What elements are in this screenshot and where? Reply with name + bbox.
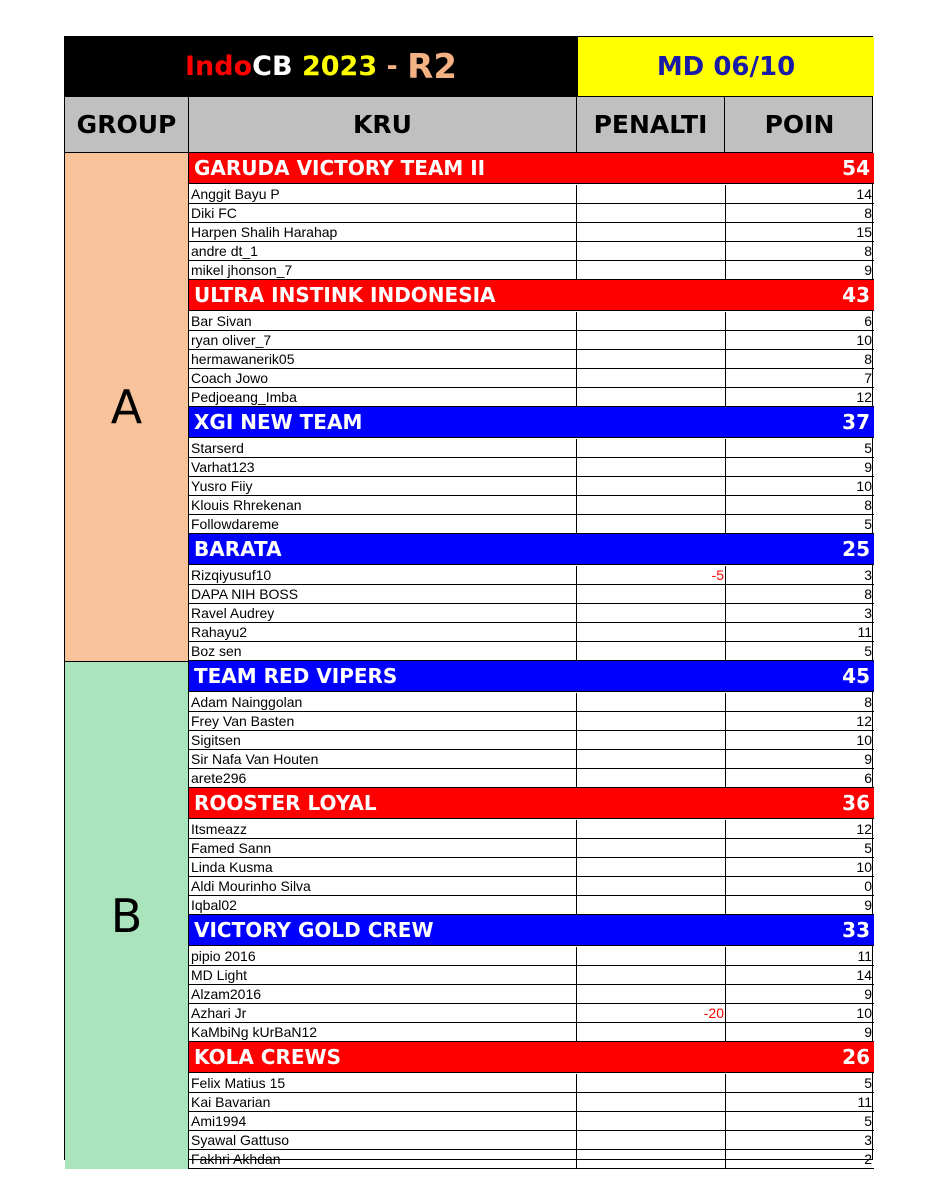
player-name: Itsmeazz bbox=[191, 821, 248, 837]
player-name: Syawal Gattuso bbox=[191, 1132, 290, 1148]
player-poin: 2 bbox=[864, 1151, 872, 1167]
player-name: Diki FC bbox=[191, 205, 237, 221]
player-name: Coach Jowo bbox=[191, 370, 269, 386]
penalti-cell bbox=[576, 947, 726, 965]
player-penalti: -5 bbox=[711, 567, 724, 583]
player-name: Frey Van Basten bbox=[191, 713, 295, 729]
team-name: VICTORY GOLD CREW bbox=[194, 918, 434, 942]
header-group: GROUP bbox=[65, 97, 189, 152]
team-total: 43 bbox=[842, 283, 870, 307]
player-row bbox=[189, 242, 874, 261]
penalti-cell bbox=[576, 439, 726, 457]
penalti-cell bbox=[576, 966, 726, 984]
player-name: Yusro Fiiy bbox=[191, 478, 253, 494]
player-row bbox=[189, 439, 874, 458]
player-poin: 9 bbox=[864, 459, 872, 475]
player-poin: 9 bbox=[864, 986, 872, 1002]
team-header-row bbox=[189, 1042, 874, 1073]
penalti-cell bbox=[576, 369, 726, 387]
player-row bbox=[189, 515, 874, 534]
player-name: Harpen Shalih Harahap bbox=[191, 224, 338, 240]
player-row bbox=[189, 623, 874, 642]
player-name: Alzam2016 bbox=[191, 986, 262, 1002]
player-name: Boz sen bbox=[191, 643, 242, 659]
team-name: ULTRA INSTINK INDONESIA bbox=[194, 283, 496, 307]
title-year: 2023 bbox=[301, 51, 378, 82]
player-poin: 5 bbox=[864, 516, 872, 532]
player-row bbox=[189, 642, 874, 661]
player-row bbox=[189, 496, 874, 515]
player-poin: 7 bbox=[864, 370, 872, 386]
team-total: 26 bbox=[842, 1045, 870, 1069]
player-poin: 3 bbox=[864, 605, 872, 621]
player-row bbox=[189, 458, 874, 477]
team-name: BARATA bbox=[194, 537, 282, 561]
team-name: TEAM RED VIPERS bbox=[194, 664, 398, 688]
team-total: 33 bbox=[842, 918, 870, 942]
player-row bbox=[189, 1093, 874, 1112]
player-row bbox=[189, 223, 874, 242]
team-total: 37 bbox=[842, 410, 870, 434]
penalti-cell bbox=[576, 515, 726, 533]
player-row bbox=[189, 896, 874, 915]
player-name: Ravel Audrey bbox=[191, 605, 275, 621]
player-name: mikel jhonson_7 bbox=[191, 262, 293, 278]
player-row bbox=[189, 331, 874, 350]
penalti-cell bbox=[576, 1004, 726, 1022]
player-name: Pedjoeang_Imba bbox=[191, 389, 297, 405]
team-name: ROOSTER LOYAL bbox=[194, 791, 377, 815]
title-dash: - bbox=[386, 51, 398, 82]
player-poin: 12 bbox=[856, 713, 872, 729]
player-poin: 11 bbox=[857, 1094, 872, 1110]
player-poin: 8 bbox=[864, 694, 872, 710]
penalti-cell bbox=[576, 750, 726, 768]
player-poin: 9 bbox=[864, 262, 872, 278]
penalti-cell bbox=[576, 604, 726, 622]
player-poin: 0 bbox=[864, 878, 872, 894]
player-poin: 11 bbox=[857, 624, 872, 640]
player-row bbox=[189, 877, 874, 896]
penalti-cell bbox=[576, 312, 726, 330]
penalti-cell bbox=[576, 769, 726, 787]
player-row bbox=[189, 369, 874, 388]
penalti-cell bbox=[576, 585, 726, 603]
player-poin: 8 bbox=[864, 586, 872, 602]
player-poin: 9 bbox=[864, 897, 872, 913]
player-row bbox=[189, 1023, 874, 1042]
player-row bbox=[189, 947, 874, 966]
player-name: arete296 bbox=[191, 770, 247, 786]
header-poin: POIN bbox=[764, 110, 835, 139]
player-poin: 10 bbox=[856, 732, 872, 748]
penalti-cell bbox=[576, 839, 726, 857]
penalti-cell bbox=[576, 896, 726, 914]
team-name: KOLA CREWS bbox=[194, 1045, 341, 1069]
player-row bbox=[189, 388, 874, 407]
penalti-cell bbox=[576, 242, 726, 260]
penalti-cell bbox=[576, 185, 726, 203]
player-poin: 10 bbox=[856, 1005, 872, 1021]
player-row bbox=[189, 477, 874, 496]
player-name: Adam Nainggolan bbox=[191, 694, 303, 710]
player-row bbox=[189, 585, 874, 604]
player-row bbox=[189, 858, 874, 877]
player-poin: 3 bbox=[864, 1132, 872, 1148]
player-row bbox=[189, 1074, 874, 1093]
penalti-cell bbox=[576, 712, 726, 730]
team-header-row bbox=[189, 153, 874, 184]
penalti-cell bbox=[576, 223, 726, 241]
player-poin: 15 bbox=[856, 224, 872, 240]
team-name: GARUDA VICTORY TEAM II bbox=[194, 156, 486, 180]
player-poin: 10 bbox=[856, 478, 872, 494]
penalti-cell bbox=[576, 350, 726, 368]
team-total: 54 bbox=[842, 156, 870, 180]
player-name: Linda Kusma bbox=[191, 859, 273, 875]
player-name: MD Light bbox=[191, 967, 248, 983]
player-row bbox=[189, 350, 874, 369]
player-poin: 8 bbox=[864, 205, 872, 221]
player-poin: 9 bbox=[864, 751, 872, 767]
event-title bbox=[65, 37, 577, 96]
player-row bbox=[189, 693, 874, 712]
player-row bbox=[189, 185, 874, 204]
player-row bbox=[189, 1112, 874, 1131]
column-header-row bbox=[65, 96, 872, 153]
matchday-label: MD 06/10 bbox=[577, 37, 874, 96]
player-poin: 14 bbox=[856, 186, 872, 202]
player-row bbox=[189, 566, 874, 585]
player-poin: 8 bbox=[864, 351, 872, 367]
team-header-row bbox=[189, 534, 874, 565]
penalti-cell bbox=[576, 496, 726, 514]
penalti-cell bbox=[576, 642, 726, 660]
player-poin: 14 bbox=[856, 967, 872, 983]
penalti-cell bbox=[576, 388, 726, 406]
player-poin: 10 bbox=[856, 859, 872, 875]
player-name: Aldi Mourinho Silva bbox=[191, 878, 311, 894]
player-row bbox=[189, 1131, 874, 1150]
player-row bbox=[189, 769, 874, 788]
player-row bbox=[189, 731, 874, 750]
team-header-row bbox=[189, 280, 874, 311]
player-poin: 12 bbox=[856, 821, 872, 837]
penalti-cell bbox=[576, 623, 726, 641]
player-name: Fakhri Akhdan bbox=[191, 1151, 281, 1167]
player-name: Sigitsen bbox=[191, 732, 241, 748]
penalti-cell bbox=[576, 477, 726, 495]
title-indo: Indo bbox=[185, 51, 253, 82]
team-header-row bbox=[189, 788, 874, 819]
team-header-row bbox=[189, 915, 874, 946]
penalti-cell bbox=[576, 877, 726, 895]
player-row bbox=[189, 1150, 874, 1169]
player-row bbox=[189, 204, 874, 223]
player-poin: 5 bbox=[864, 1113, 872, 1129]
player-name: Followdareme bbox=[191, 516, 279, 532]
group-label-cell: A bbox=[65, 153, 189, 661]
player-name: Rahayu2 bbox=[191, 624, 248, 640]
player-poin: 8 bbox=[864, 243, 872, 259]
player-name: Starserd bbox=[191, 440, 244, 456]
penalti-cell bbox=[576, 1131, 726, 1149]
penalti-cell bbox=[576, 731, 726, 749]
player-row bbox=[189, 312, 874, 331]
player-name: Bar Sivan bbox=[191, 313, 252, 329]
penalti-cell bbox=[576, 858, 726, 876]
player-poin: 11 bbox=[857, 948, 872, 964]
penalti-cell bbox=[576, 985, 726, 1003]
title-round: R2 bbox=[407, 46, 457, 87]
standings-sheet bbox=[64, 36, 873, 1167]
player-poin: 5 bbox=[864, 440, 872, 456]
team-header-row bbox=[189, 661, 874, 692]
penalti-cell bbox=[576, 566, 726, 584]
player-poin: 6 bbox=[864, 770, 872, 786]
player-name: Rizqiyusuf10 bbox=[191, 567, 272, 583]
team-name: XGI NEW TEAM bbox=[194, 410, 363, 434]
group-label-cell: B bbox=[65, 661, 189, 1169]
player-name: KaMbiNg kUrBaN12 bbox=[191, 1024, 318, 1040]
penalti-cell bbox=[576, 1093, 726, 1111]
player-name: Felix Matius 15 bbox=[191, 1075, 286, 1091]
player-poin: 8 bbox=[864, 497, 872, 513]
player-name: Ami1994 bbox=[191, 1113, 247, 1129]
player-name: Iqbal02 bbox=[191, 897, 237, 913]
player-name: ryan oliver_7 bbox=[191, 332, 272, 348]
penalti-cell bbox=[576, 1112, 726, 1130]
player-row bbox=[189, 839, 874, 858]
team-header-row bbox=[189, 407, 874, 438]
player-name: pipio 2016 bbox=[191, 948, 256, 964]
player-name: Sir Nafa Van Houten bbox=[191, 751, 319, 767]
header-penalti: PENALTI bbox=[577, 97, 725, 152]
player-row bbox=[189, 604, 874, 623]
player-poin: 5 bbox=[864, 840, 872, 856]
penalti-cell bbox=[576, 331, 726, 349]
player-row bbox=[189, 985, 874, 1004]
penalti-cell bbox=[576, 458, 726, 476]
player-poin: 9 bbox=[864, 1024, 872, 1040]
penalti-cell bbox=[576, 820, 726, 838]
player-name: Klouis Rhrekenan bbox=[191, 497, 302, 513]
title-row bbox=[65, 37, 872, 96]
penalti-cell bbox=[576, 261, 726, 279]
player-row bbox=[189, 820, 874, 839]
player-poin: 3 bbox=[864, 567, 872, 583]
player-name: Varhat123 bbox=[191, 459, 255, 475]
player-name: hermawanerik05 bbox=[191, 351, 295, 367]
player-row bbox=[189, 261, 874, 280]
penalti-cell bbox=[576, 204, 726, 222]
penalti-cell bbox=[576, 1074, 726, 1092]
player-row bbox=[189, 966, 874, 985]
penalti-cell bbox=[576, 1023, 726, 1041]
team-total: 25 bbox=[842, 537, 870, 561]
penalti-cell bbox=[576, 693, 726, 711]
player-penalti: -20 bbox=[703, 1005, 724, 1021]
header-kru: KRU bbox=[189, 97, 577, 152]
player-name: andre dt_1 bbox=[191, 243, 258, 259]
team-total: 45 bbox=[842, 664, 870, 688]
team-total: 36 bbox=[842, 791, 870, 815]
player-name: Azhari Jr bbox=[191, 1005, 247, 1021]
player-name: DAPA NIH BOSS bbox=[191, 586, 299, 602]
player-name: Anggit Bayu P bbox=[191, 186, 280, 202]
player-poin: 10 bbox=[856, 332, 872, 348]
title-cb: CB bbox=[252, 51, 293, 82]
player-poin: 6 bbox=[864, 313, 872, 329]
player-name: Kai Bavarian bbox=[191, 1094, 271, 1110]
player-poin: 5 bbox=[864, 1075, 872, 1091]
player-poin: 12 bbox=[856, 389, 872, 405]
penalti-cell bbox=[576, 1150, 726, 1168]
player-poin: 5 bbox=[864, 643, 872, 659]
player-row bbox=[189, 750, 874, 769]
player-name: Famed Sann bbox=[191, 840, 272, 856]
player-row bbox=[189, 712, 874, 731]
player-row bbox=[189, 1004, 874, 1023]
